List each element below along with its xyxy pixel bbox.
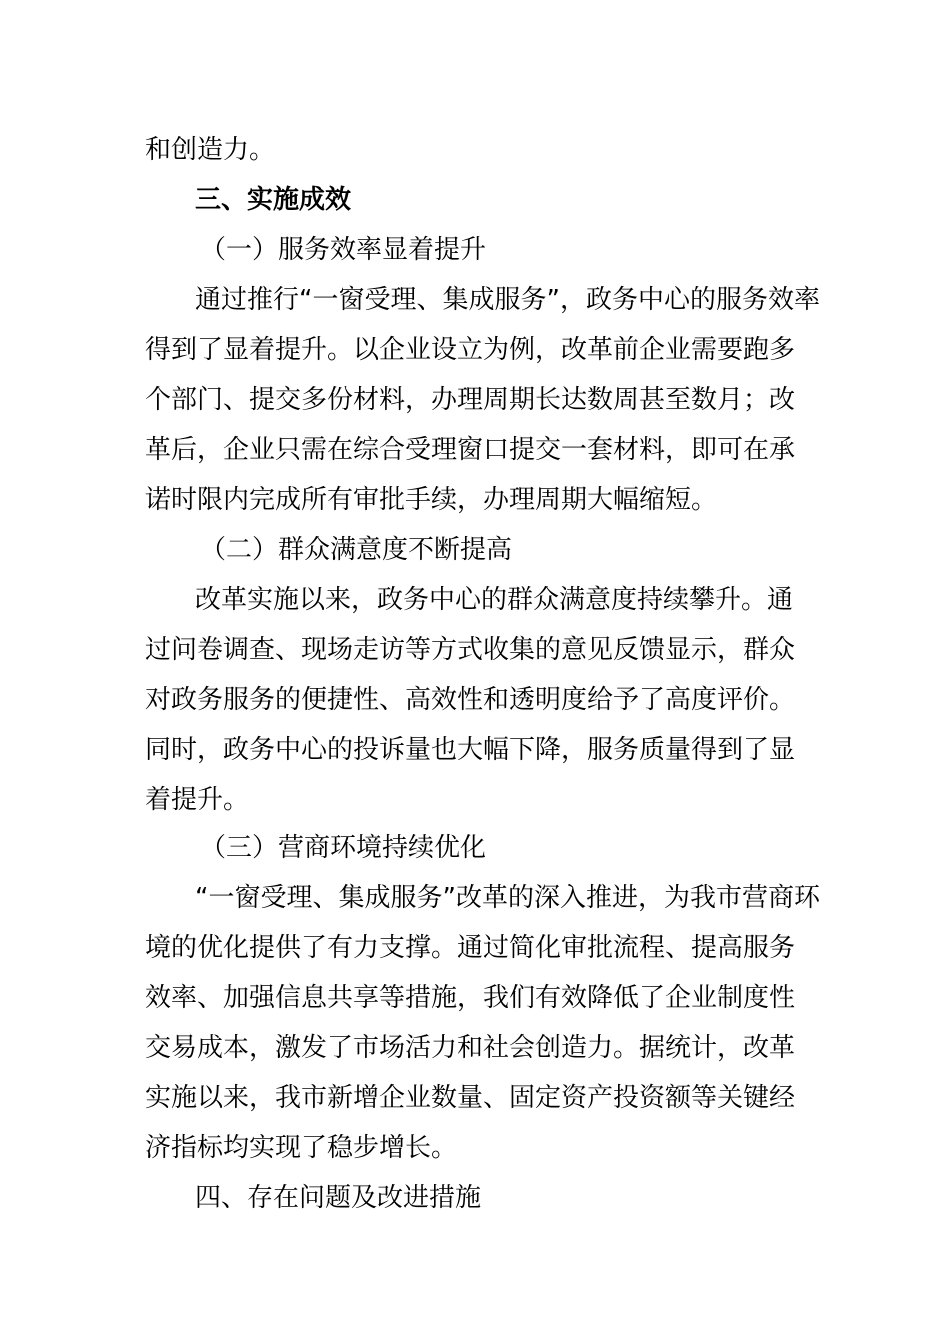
paragraph-3-3-line-4: 交易成本，激发了市场活力和社会创造力。据统计，改革 bbox=[145, 1033, 796, 1063]
paragraph-3-1-line-3: 个部门、提交多份材料，办理周期长达数周甚至数月；改 bbox=[145, 385, 796, 415]
paragraph-3-2-line-5: 着提升。 bbox=[145, 785, 250, 815]
paragraph-3-1-line-4: 革后，企业只需在综合受理窗口提交一套材料，即可在承 bbox=[145, 435, 796, 465]
paragraph-3-3-line-1: “一窗受理、集成服务”改革的深入推进，为我市营商环 bbox=[195, 883, 820, 913]
paragraph-3-2-line-4: 同时，政务中心的投诉量也大幅下降，服务质量得到了显 bbox=[145, 735, 796, 765]
paragraph-3-2-line-2: 过问卷调查、现场走访等方式收集的意见反馈显示，群众 bbox=[145, 635, 796, 665]
subheading-3-1: （一）服务效率显着提升 bbox=[200, 235, 487, 265]
section-heading-4: 四、存在问题及改进措施 bbox=[195, 1183, 482, 1213]
subheading-3-2: （二）群众满意度不断提高 bbox=[200, 535, 513, 565]
section-heading-3: 三、实施成效 bbox=[195, 185, 352, 215]
paragraph-3-2-line-3: 对政务服务的便捷性、高效性和透明度给予了高度评价。 bbox=[145, 685, 796, 715]
paragraph-3-1-line-5: 诺时限内完成所有审批手续，办理周期大幅缩短。 bbox=[145, 485, 718, 515]
paragraph-3-3-line-3: 效率、加强信息共享等措施，我们有效降低了企业制度性 bbox=[145, 983, 796, 1013]
paragraph-continuation: 和创造力。 bbox=[145, 135, 276, 165]
paragraph-3-1-line-1: 通过推行“一窗受理、集成服务”，政务中心的服务效率 bbox=[195, 285, 820, 315]
paragraph-3-1-line-2: 得到了显着提升。以企业设立为例，改革前企业需要跑多 bbox=[145, 335, 796, 365]
paragraph-3-3-line-2: 境的优化提供了有力支撑。通过简化审批流程、提高服务 bbox=[145, 933, 796, 963]
paragraph-3-2-line-1: 改革实施以来，政务中心的群众满意度持续攀升。通 bbox=[195, 585, 794, 615]
subheading-3-3: （三）营商环境持续优化 bbox=[200, 833, 487, 863]
paragraph-3-3-line-6: 济指标均实现了稳步增长。 bbox=[145, 1133, 458, 1163]
paragraph-3-3-line-5: 实施以来，我市新增企业数量、固定资产投资额等关键经 bbox=[145, 1083, 796, 1113]
